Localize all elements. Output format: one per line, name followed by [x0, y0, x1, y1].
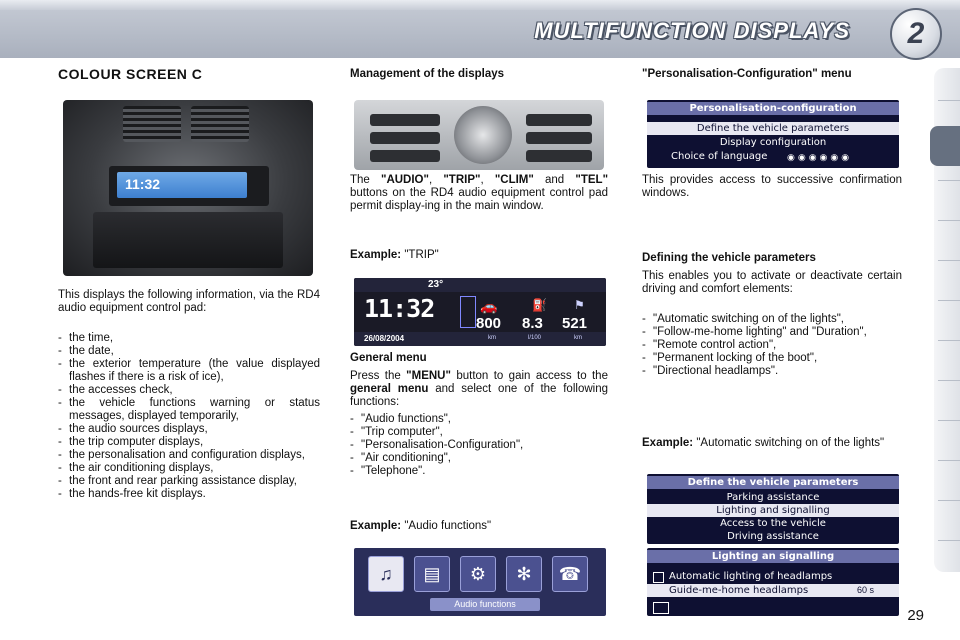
list-item: - the trip computer displays,	[58, 436, 320, 449]
trip-button-label: "TRIP"	[443, 174, 481, 186]
key-row	[370, 150, 440, 162]
chapter-title: MULTIFUNCTION DISPLAYS	[534, 18, 850, 43]
tab-divider	[938, 340, 960, 341]
list-item: - the date,	[58, 345, 320, 358]
trip-selector-icon	[460, 296, 476, 328]
list-item: - "Personalisation-Configuration",	[350, 439, 608, 452]
menu-title: Lighting an signalling	[647, 550, 899, 563]
vehicle-parameters-list	[642, 313, 902, 378]
air-conditioning-icon: ✻	[506, 556, 542, 592]
trip-distance: 800	[476, 315, 502, 332]
clim-button-label: "CLIM"	[494, 174, 534, 186]
colour-screen-intro: This displays the following information, via the RD4 audio equipment control pad:	[58, 289, 320, 314]
list-item: - the accesses check,	[58, 384, 320, 397]
temperature-readout: 23°	[428, 279, 444, 290]
tab-divider	[938, 380, 960, 381]
list-item: - the air conditioning displays,	[58, 462, 320, 475]
menu-title: Personalisation-configuration	[647, 102, 899, 115]
list-item: - "Directional headlamps".	[642, 365, 902, 378]
text-run: and	[533, 174, 576, 186]
text-run: and select one of the following functions:	[350, 383, 608, 408]
key-row	[526, 132, 592, 144]
key-row	[370, 132, 440, 144]
lighting-signalling-screen	[647, 548, 899, 616]
active-chapter-tab	[930, 126, 960, 166]
rd4-control-pad-photo	[354, 100, 604, 170]
list-item: - the exterior temperature (the value displayed flashes if there is a risk of ice),	[58, 358, 320, 384]
control-dial	[454, 106, 512, 164]
list-item: - "Telephone".	[350, 465, 608, 478]
menu-item-choice-of-language: Choice of language	[671, 151, 768, 162]
personalisation-menu-screen	[647, 100, 899, 168]
list-item: - "Air conditioning",	[350, 452, 608, 465]
text-run: ,	[480, 174, 495, 186]
trip-consumption-unit: l/100	[528, 335, 542, 341]
tel-button-label: "TEL"	[575, 174, 609, 186]
text-run: buttons on the RD4 audio equipment control pad permit display-ing in the main window.	[350, 187, 608, 212]
text-run: Press the	[350, 370, 407, 382]
list-item: - the front and rear parking assistance display,	[58, 475, 320, 488]
example-audio	[350, 520, 491, 533]
menu-button-label: "MENU"	[406, 370, 451, 382]
example-automatic-lights	[642, 437, 904, 450]
list-item: - the hands-free kit displays.	[58, 488, 320, 501]
list-item: - "Permanent locking of the boot",	[642, 352, 902, 365]
example-value: "Automatic switching on of the lights"	[693, 437, 885, 449]
example-value: "TRIP"	[401, 249, 439, 261]
vehicle-parameters-paragraph: This enables you to activate or deactivate certain driving and comfort elements:	[642, 270, 902, 295]
general-menu-term: general menu	[350, 383, 429, 395]
menu-item-guide-me-home: Guide-me-home headlamps	[647, 584, 899, 597]
tab-divider	[938, 460, 960, 461]
computer-icon: ▤	[414, 556, 450, 592]
colour-screen-lcd	[117, 172, 247, 198]
example-label: Example:	[350, 520, 402, 532]
personalisation-paragraph: This provides access to successive confirmation windows.	[642, 174, 902, 199]
status-bar	[354, 278, 606, 292]
list-item: - "Audio functions",	[350, 413, 608, 426]
key-row	[370, 114, 440, 126]
menu-item-define-parameters: Define the vehicle parameters	[647, 122, 899, 135]
general-menu-list	[350, 413, 608, 478]
telephone-icon: ☎	[552, 556, 588, 592]
key-row	[526, 150, 592, 162]
fuel-icon: ⛽	[532, 298, 547, 312]
trip-range: 521	[562, 315, 588, 332]
air-vent	[123, 106, 181, 142]
general-menu-paragraph	[350, 370, 608, 409]
air-vent	[191, 106, 249, 142]
example-value: "Audio functions"	[401, 520, 492, 532]
colour-screen-list	[58, 332, 320, 501]
text-run: ,	[428, 174, 444, 186]
tab-divider	[938, 540, 960, 541]
menu-item-driving-assistance: Driving assistance	[727, 531, 819, 542]
audio-menu-screen	[354, 548, 606, 616]
list-item: - the audio sources displays,	[58, 423, 320, 436]
ok-icon	[653, 602, 669, 614]
flag-icon: ⚑	[574, 298, 585, 312]
list-item: - the vehicle functions warning or status messages, displayed temporarily,	[58, 397, 320, 423]
tab-divider	[938, 420, 960, 421]
audio-functions-label: Audio functions	[430, 598, 540, 611]
list-item: - "Follow-me-home lighting" and "Duration",	[642, 326, 902, 339]
tab-divider	[938, 180, 960, 181]
section-heading-colour-screen: COLOUR SCREEN C	[58, 66, 203, 82]
page-number: 29	[907, 607, 924, 624]
trip-range-unit: km	[574, 335, 582, 341]
lcd-clock: 11:32	[125, 176, 161, 192]
tab-divider	[938, 500, 960, 501]
example-label: Example:	[350, 249, 402, 261]
tab-divider	[938, 300, 960, 301]
list-item: - the time,	[58, 332, 320, 345]
example-trip	[350, 249, 439, 262]
trip-screen	[354, 278, 606, 346]
trip-clock: 11:32	[364, 294, 435, 323]
tab-divider	[938, 260, 960, 261]
section-heading-personalisation: "Personalisation-Configuration" menu	[642, 68, 852, 80]
settings-icon: ⚙	[460, 556, 496, 592]
list-item: - "Remote control action",	[642, 339, 902, 352]
trip-distance-unit: km	[488, 335, 496, 341]
menu-item-parking-assistance: Parking assistance	[726, 492, 820, 503]
language-flag-icons: ◉◉◉◉◉◉	[787, 152, 853, 162]
list-item: - "Automatic switching on of the lights",	[642, 313, 902, 326]
menu-item-display-configuration: Display configuration	[719, 137, 827, 148]
example-label: Example:	[642, 437, 694, 449]
tab-divider	[938, 220, 960, 221]
menu-item-lighting-signalling: Lighting and signalling	[647, 504, 899, 517]
management-paragraph	[350, 174, 608, 213]
car-icon: 🚗	[480, 298, 498, 314]
menu-title: Define the vehicle parameters	[647, 476, 899, 489]
music-note-icon: ♫	[368, 556, 404, 592]
key-row	[526, 114, 592, 126]
list-item: - "Trip computer",	[350, 426, 608, 439]
section-heading-vehicle-parameters: Defining the vehicle parameters	[642, 252, 816, 264]
storage-bay	[93, 212, 283, 268]
section-heading-general-menu: General menu	[350, 352, 427, 364]
vehicle-parameters-screen	[647, 474, 899, 544]
menu-item-access-vehicle: Access to the vehicle	[720, 518, 826, 529]
text-run: button to gain access to the	[450, 370, 608, 382]
duration-value: 60 s	[857, 585, 875, 595]
text-run: The	[350, 174, 381, 186]
list-item: - the personalisation and configuration displays,	[58, 449, 320, 462]
audio-button-label: "AUDIO"	[381, 174, 429, 186]
tab-divider	[938, 100, 960, 101]
trip-date: 26/08/2004	[364, 334, 405, 343]
header-shine	[0, 0, 960, 10]
trip-consumption: 8.3	[522, 315, 543, 332]
dashboard-console-photo	[63, 100, 313, 276]
menu-item-automatic-headlamps: Automatic lighting of headlamps	[669, 571, 833, 582]
section-heading-management: Management of the displays	[350, 68, 505, 80]
chapter-number-badge: 2	[890, 8, 942, 60]
